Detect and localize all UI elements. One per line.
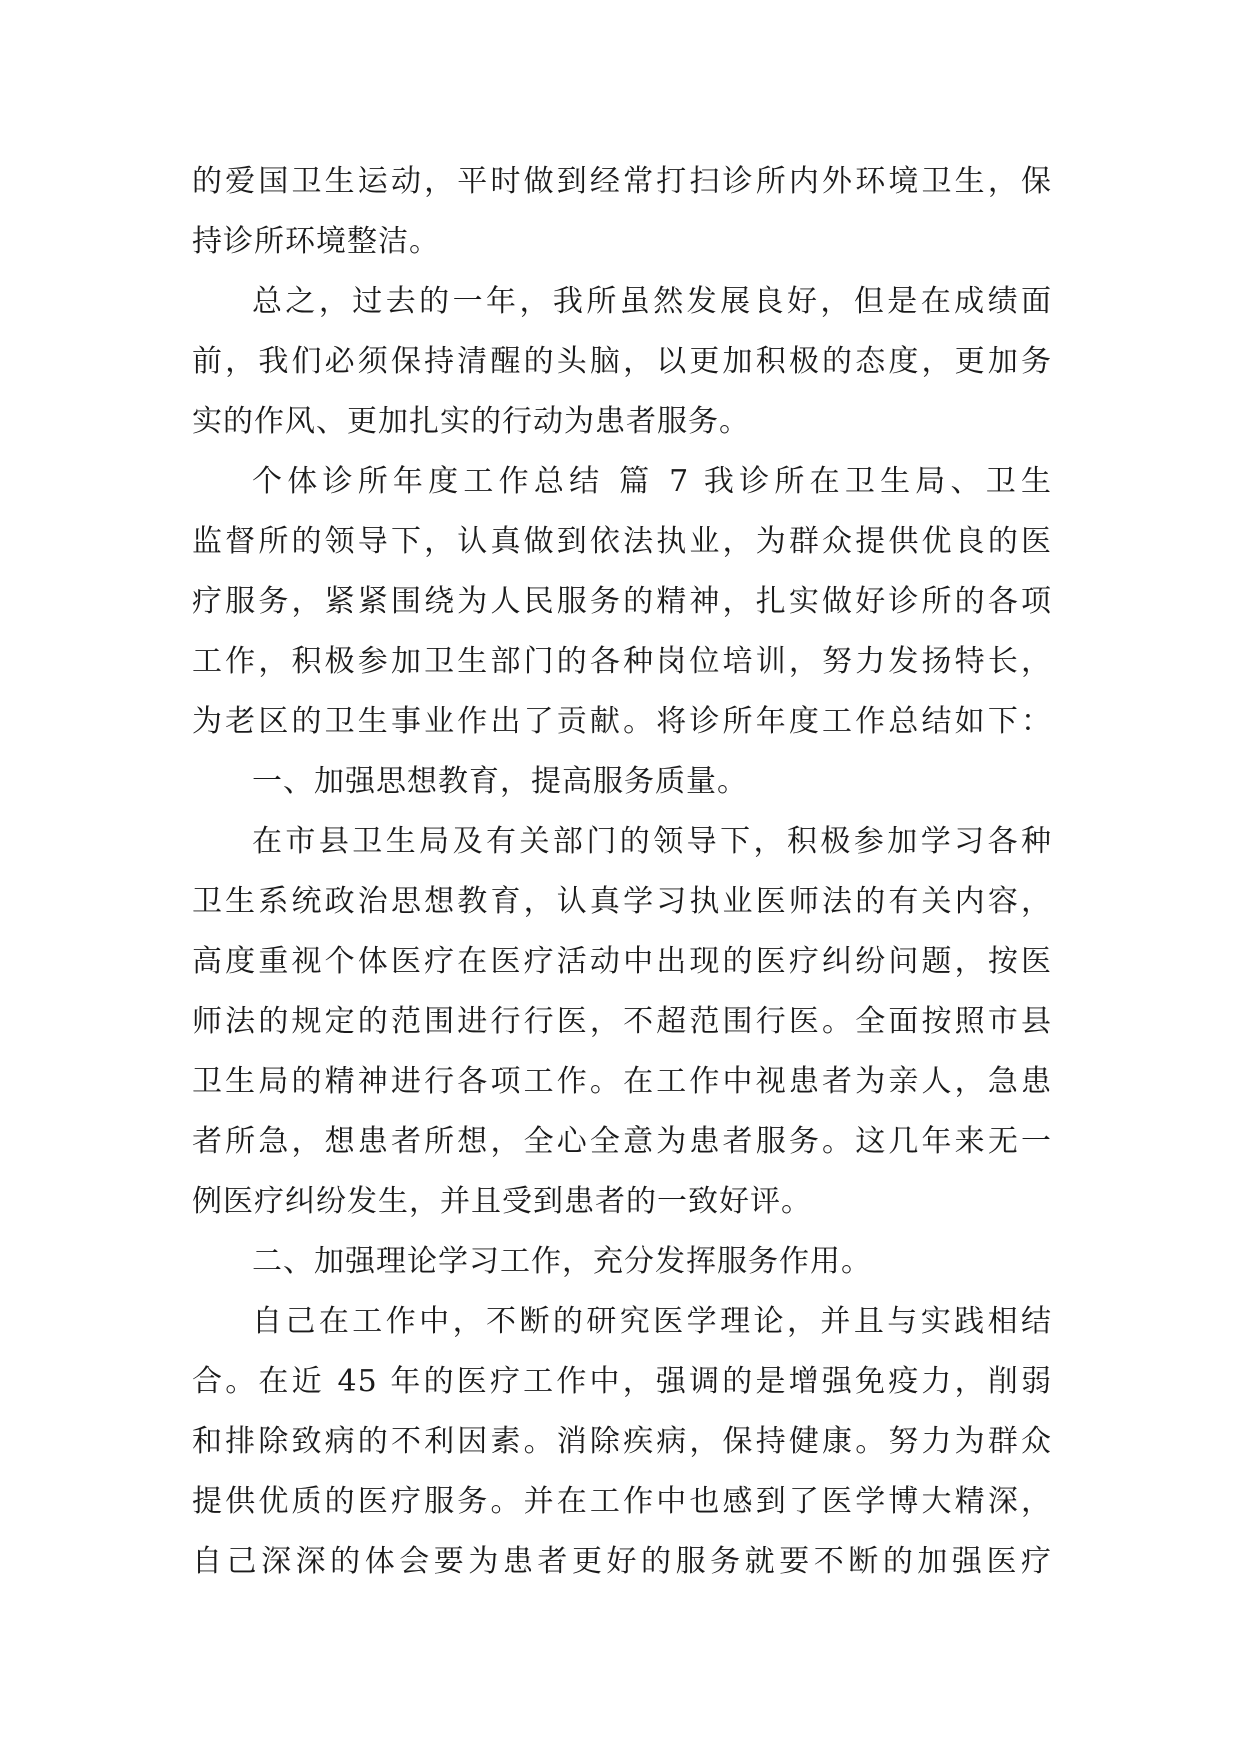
text-line: 前，我们必须保持清醒的头脑，以更加积极的态度，更加务 bbox=[192, 344, 1052, 379]
text-line: 监督所的领导下，认真做到依法执业，为群众提供优良的医 bbox=[192, 524, 1052, 559]
text-line: 持诊所环境整洁。 bbox=[192, 224, 440, 259]
text-line: 提供优质的医疗服务。并在工作中也感到了医学博大精深， bbox=[192, 1484, 1052, 1519]
text-line: 自己在工作中，不断的研究医学理论，并且与实践相结 bbox=[252, 1304, 1052, 1339]
text-line: 高度重视个体医疗在医疗活动中出现的医疗纠纷问题，按医 bbox=[192, 944, 1052, 979]
text-line: 二、加强理论学习工作，充分发挥服务作用。 bbox=[252, 1244, 872, 1279]
text-line: 合。在近 45 年的医疗工作中，强调的是增强免疫力，削弱 bbox=[192, 1364, 1052, 1399]
text-line: 工作，积极参加卫生部门的各种岗位培训，努力发扬特长， bbox=[192, 644, 1052, 679]
text-line: 例医疗纠纷发生，并且受到患者的一致好评。 bbox=[192, 1184, 812, 1219]
text-line: 为老区的卫生事业作出了贡献。将诊所年度工作总结如下： bbox=[192, 704, 1052, 739]
text-line: 实的作风、更加扎实的行动为患者服务。 bbox=[192, 404, 750, 439]
text-line: 和排除致病的不利因素。消除疾病，保持健康。努力为群众 bbox=[192, 1424, 1052, 1459]
text-line: 师法的规定的范围进行行医，不超范围行医。全面按照市县 bbox=[192, 1004, 1052, 1039]
text-line: 疗服务，紧紧围绕为人民服务的精神，扎实做好诊所的各项 bbox=[192, 584, 1052, 619]
text-line: 者所急，想患者所想，全心全意为患者服务。这几年来无一 bbox=[192, 1124, 1052, 1159]
text-line: 在市县卫生局及有关部门的领导下，积极参加学习各种 bbox=[252, 824, 1052, 859]
text-line: 个体诊所年度工作总结 篇 7 我诊所在卫生局、卫生 bbox=[252, 464, 1052, 499]
text-line: 自己深深的体会要为患者更好的服务就要不断的加强医疗 bbox=[192, 1544, 1052, 1579]
text-line: 卫生局的精神进行各项工作。在工作中视患者为亲人，急患 bbox=[192, 1064, 1052, 1099]
text-line: 的爱国卫生运动，平时做到经常打扫诊所内外环境卫生，保 bbox=[192, 164, 1052, 199]
text-line: 总之，过去的一年，我所虽然发展良好，但是在成绩面 bbox=[252, 284, 1052, 319]
text-line: 一、加强思想教育，提高服务质量。 bbox=[252, 764, 748, 799]
body-text bbox=[192, 152, 1052, 1592]
text-line: 卫生系统政治思想教育，认真学习执业医师法的有关内容， bbox=[192, 884, 1052, 919]
